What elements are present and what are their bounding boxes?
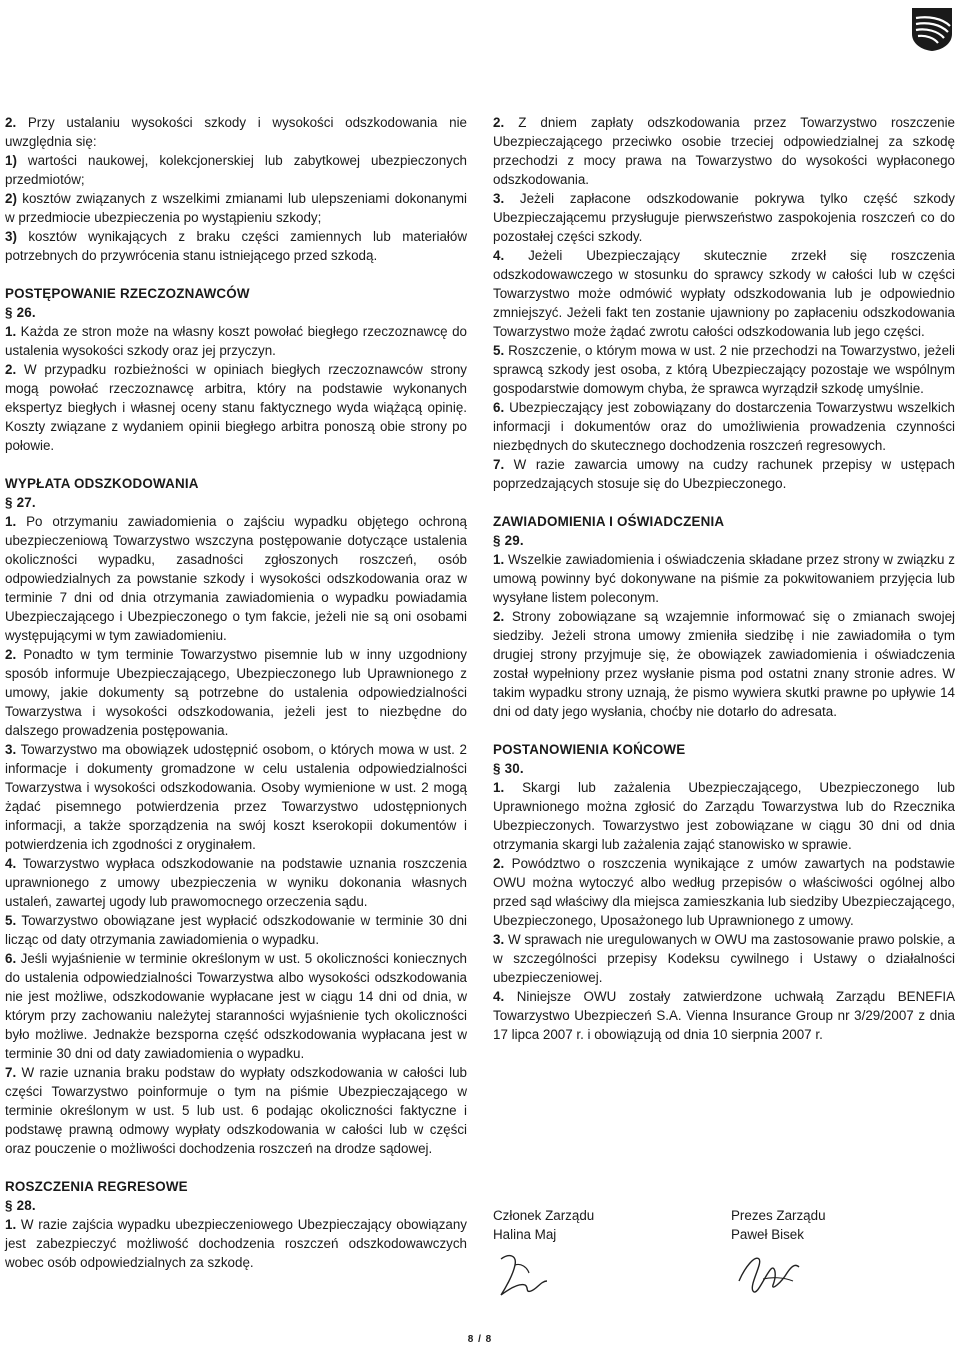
clause xyxy=(493,550,955,607)
section-body-zawiadomienia xyxy=(493,550,955,721)
clause xyxy=(5,360,467,455)
clause-number: 4. xyxy=(5,856,17,871)
clause-text: Strony zobowiązane są wzajemnie informować się o zmianach swojej siedziby. Jeżeli strona umowy zmieniła siedzibę i nie zawiadomiła o tym drugiej strony przyjmuje się, że obowiązek zawiadomienia i oświadczenia został wypełniony przez wysłanie pisma pod ostatni znany stronie adres. W takim wypadku strony uznają, że pismo wywiera skutki prawne po upływie 14 dni od daty jego wysłania, choćby nie dotarło do adresata. xyxy=(493,609,955,719)
clause-number: 1. xyxy=(5,1217,17,1232)
clause xyxy=(5,322,467,360)
clause-number: 2. xyxy=(493,856,505,871)
clause-number: 2. xyxy=(493,115,505,130)
clause-number: 5. xyxy=(5,913,17,928)
clause xyxy=(493,607,955,721)
left-column xyxy=(5,113,467,1272)
clause-text: Przy ustalaniu wysokości szkody i wysokości odszkodowania nie uwzględnia się: xyxy=(5,115,467,149)
clause-text: kosztów wynikających z braku części zamiennych lub materiałów potrzebnych do przywrócenia stanu istniejącego przed szkodą. xyxy=(5,229,467,263)
clause-number: 1. xyxy=(493,780,505,795)
section-title-regres: ROSZCZENIA REGRESOWE xyxy=(5,1179,188,1194)
clause xyxy=(5,512,467,645)
clause-text: Roszczenie, o którym mowa w ust. 2 nie przechodzi na Towarzystwo, jeżeli sprawcą szkody jest osoba, z którą Ubezpieczający pozostaje we wspólnym gospodarstwie domowym chyba, że sprawca wyrządził szkodę umyślnie. xyxy=(493,343,955,396)
clause-number: 1. xyxy=(493,552,505,567)
clause-text: Z dniem zapłaty odszkodowania przez Towarzystwo roszczenie Ubezpieczającego przeciwko osobie trzeciej odpowiedzialnej za szkodę przechodzi z mocy prawa na Towarzystwo do wysokości wypłaconego odszkodowania. xyxy=(493,115,955,187)
right-intro xyxy=(493,113,955,493)
clause-text: Towarzystwo obowiązane jest wypłacić odszkodowanie w terminie 30 dni licząc od daty otrzymania zawiadomienia o wypadku. xyxy=(5,913,467,947)
clause-text: W razie zawarcia umowy na cudzy rachunek przepisy w ustępach poprzedzających stosuje się do Ubezpieczonego. xyxy=(493,457,955,491)
clause-text: Towarzystwo ma obowiązek udostępnić osobom, o których mowa w ust. 2 informacje i dokumenty gromadzone w celu ustalenia odpowiedzialności Towarzystwa i wysokości odszkodowania. Osoby wymienione w ust. 2 mogą żądać pisemnego potwierdzenia przez Towarzystwo udostępnionych informacji, a także sporządzenia na swój koszt kserokopii dokumentów i potwierdzenia ich zgodności z oryginałem. xyxy=(5,742,467,852)
clause-text: Po otrzymaniu zawiadomienia o zajściu wypadku objętego ochroną ubezpieczeniową Towarzystwo wszczyna postępowanie dotyczące ustalenia okoliczności wypadku, zasadności zgłoszonych roszczeń, osób odpowiedzialnych za powstanie szkody i wysokości odszkodowania oraz w terminie 7 dni od dnia otrzymania zawiadomienia o wypadku powiadamia Ubezpieczającego i Ubezpieczonego o tym fakcie, jeżeli nie są oni osobami występującymi w tym zawiadomieniu. xyxy=(5,514,467,643)
signer-name: Halina Maj xyxy=(493,1227,557,1242)
clause xyxy=(5,911,467,949)
clause-text: kosztów związanych z wszelkimi zmianami lub ulepszeniami dokonanymi w przedmiocie ubezpieczenia po wystąpieniu szkody; xyxy=(5,191,467,225)
section-body-wyplata xyxy=(5,512,467,1158)
clause-number: 6. xyxy=(493,400,505,415)
signer-role: Prezes Zarządu xyxy=(731,1208,826,1223)
clause-number: 2. xyxy=(5,115,17,130)
clause xyxy=(493,778,955,854)
clause-text: Skargi lub zażalenia Ubezpieczającego, Ubezpieczonego lub Uprawnionego można zgłosić do Zarządu Towarzystwa lub do Rzecznika Ubezpieczonych. Towarzystwo jest zobowiązane w ciągu 30 dni od dnia otrzymania skargi lub zażalenia zająć stanowisko w sprawie. xyxy=(493,780,955,852)
clause xyxy=(5,854,467,911)
signature-block-member xyxy=(493,1206,693,1244)
clause-number: 1) xyxy=(5,153,17,168)
clause-text: Towarzystwo wypłaca odszkodowanie na podstawie uznania roszczenia uprawnionego z umowy ubezpieczenia w wyniku dokonania własnych ustaleń, zawartej ugody lub prawomocnego orzeczenia sądu. xyxy=(5,856,467,909)
clause xyxy=(493,189,955,246)
clause-text: W razie uznania braku podstaw do wypłaty odszkodowania w całości lub części Towarzystwo poinformuje o tym na piśmie Ubezpieczającego w terminie określonym w ust. 5 lub ust. 6 podając okoliczności faktyczne i podstawę prawną odmowy wypłaty odszkodowania w całości lub w części oraz pouczenie o możliwości dochodzenia roszczeń na drodze sądowej. xyxy=(5,1065,467,1156)
clause xyxy=(493,854,955,930)
clause-text: Jeżeli zapłacone odszkodowanie pokrywa tylko część szkody Ubezpieczającemu przysługuje pierwszeństwo zaspokojenia roszczeń co do pozostałej części szkody. xyxy=(493,191,955,244)
handwritten-signature-icon xyxy=(495,1245,565,1305)
clause-text: Powództwo o roszczenia wynikające z umów zawartych na podstawie OWU można wytoczyć albo według przepisów o właściwości ogólnej albo przed sąd właściwy dla miejsca zamieszkania lub siedziby Ubezpieczającego, Ubezpieczonego, Uposażonego lub Uprawnionego z umowy. xyxy=(493,856,955,928)
clause xyxy=(5,1063,467,1158)
clause-number: 7. xyxy=(493,457,505,472)
clause-text: Ubezpieczający jest zobowiązany do dostarczenia Towarzystwu wszelkich informacji i dokumentów oraz do umożliwienia prowadzenia czynności niezbędnych do skutecznego dochodzenia roszczeń regresowych. xyxy=(493,400,955,453)
clause xyxy=(493,455,955,493)
clause-text: Jeżeli Ubezpieczający skutecznie zrzekł się roszczenia odszkodowawczego w stosunku do sprawcy szkody w całości lub w części Towarzystwo może odmówić wypłaty odszkodowania lub je odpowiednio zmniejszyć. Jeżeli fakt ten zostanie ujawniony po zapłaceniu odszkodowania Towarzystwo może żądać zwrotu całości odszkodowania lub jego części. xyxy=(493,248,955,339)
company-logo-icon xyxy=(908,4,956,52)
clause-number: 1. xyxy=(5,324,17,339)
clause-number: 4. xyxy=(493,248,505,263)
clause xyxy=(5,740,467,854)
clause-number: 1. xyxy=(5,514,17,529)
clause-number: 2. xyxy=(493,609,505,624)
clause xyxy=(493,341,955,398)
clause-text: Wszelkie zawiadomienia i oświadczenia składane przez strony w związku z umową powinny być dokonywane na piśmie za pokwitowaniem przyjęcia lub wysyłane listem poleconym. xyxy=(493,552,955,605)
section-title-wyplata: WYPŁATA ODSZKODOWANIA xyxy=(5,476,199,491)
signature-block-president xyxy=(731,1206,931,1244)
handwritten-signature-icon xyxy=(733,1245,813,1305)
signer-name: Paweł Bisek xyxy=(731,1227,804,1242)
section-title-zawiadomienia: ZAWIADOMIENIA I OŚWIADCZENIA xyxy=(493,514,725,529)
clause-text: Ponadto w tym terminie Towarzystwo pisemnie lub w inny uzgodniony sposób informuje Ubezpieczającego, Ubezpieczonego lub Uprawnionego z umowy, jakie dokumenty są potrzebne do ustalenia odpowiedzialności Towarzystwa i wysokości odszkodowania, jeżeli jest to niezbędne do dalszego prowadzenia postępowania. xyxy=(5,647,467,738)
clause xyxy=(5,113,467,151)
clause-text: W razie zajścia wypadku ubezpieczeniowego Ubezpieczający obowiązany jest zabezpieczyć możliwość dochodzenia roszczeń odszkodowawczych wobec osób odpowiedzialnych za szkodę. xyxy=(5,1217,467,1270)
clause xyxy=(5,1215,467,1272)
clause-number: 7. xyxy=(5,1065,17,1080)
clause xyxy=(493,246,955,341)
clause-number: 3) xyxy=(5,229,17,244)
clause-text: W przypadku rozbieżności w opiniach biegłych rzeczoznawców strony mogą powołać rzeczoznawcę arbitra, który na podstawie wykonanych ekspertyz biegłych i własnej oceny stanu faktycznego wyda wiążącą opinię. Koszty związane z wydaniem opinii biegłego arbitra ponoszą obie strony po połowie. xyxy=(5,362,467,453)
signer-role: Członek Zarządu xyxy=(493,1208,595,1223)
section-title-postanowienia: POSTANOWIENIA KOŃCOWE xyxy=(493,742,686,757)
clause xyxy=(5,227,467,265)
paragraph-number-26: § 26. xyxy=(5,305,36,320)
clause xyxy=(5,151,467,189)
clause xyxy=(493,113,955,189)
paragraph-number-28: § 28. xyxy=(5,1198,36,1213)
paragraph-number-27: § 27. xyxy=(5,495,36,510)
clause xyxy=(493,930,955,987)
clause-number: 5. xyxy=(493,343,505,358)
section-body-rzeczoznawcy xyxy=(5,322,467,455)
clause-text: Jeśli wyjaśnienie w terminie określonym w ust. 5 okoliczności koniecznych do ustalenia odpowiedzialności Towarzystwa albo wysokości odszkodowania nie jest możliwe, odszkodowanie wypłacane jest w ciągu 14 dni od dnia, w którym przy zachowaniu należytej staranności wyjaśnienie tych okoliczności było możliwe. Jednakże bezsporna część odszkodowania wypłacana jest w terminie 30 dni od daty zawiadomienia o wypadku. xyxy=(5,951,467,1061)
clause-text: W sprawach nie uregulowanych w OWU ma zastosowanie prawo polskie, a w szczególności przepisy Kodeksu cywilnego i Ustawy o działalności ubezpieczeniowej. xyxy=(493,932,955,985)
clause-text: Niniejsze OWU zostały zatwierdzone uchwałą Zarządu BENEFIA Towarzystwo Ubezpieczeń S.A. Vienna Insurance Group nr 3/29/2007 z dnia 17 lipca 2007 r. i obowiązują od dnia 10 sierpnia 2007 r. xyxy=(493,989,955,1042)
clause xyxy=(493,398,955,455)
clause-number: 3. xyxy=(5,742,17,757)
clause xyxy=(5,645,467,740)
clause-number: 3. xyxy=(493,191,505,206)
clause xyxy=(5,189,467,227)
page-number: 8 / 8 xyxy=(467,1334,493,1345)
clause-number: 4. xyxy=(493,989,505,1004)
paragraph-number-30: § 30. xyxy=(493,761,524,776)
clause-number: 2) xyxy=(5,191,17,206)
clause-number: 3. xyxy=(493,932,505,947)
section-body-regres xyxy=(5,1215,467,1272)
section-body-postanowienia xyxy=(493,778,955,1044)
clause xyxy=(5,949,467,1063)
left-intro xyxy=(5,113,467,265)
clause-number: 6. xyxy=(5,951,17,966)
section-title-rzeczoznawcy: POSTĘPOWANIE RZECZOZNAWCÓW xyxy=(5,286,250,301)
clause-text: Każda ze stron może na własny koszt powołać biegłego rzeczoznawcę do ustalenia wysokości szkody oraz jej przyczyn. xyxy=(5,324,467,358)
right-column xyxy=(493,113,955,1044)
clause-number: 2. xyxy=(5,647,17,662)
clause xyxy=(493,987,955,1044)
paragraph-number-29: § 29. xyxy=(493,533,524,548)
clause-text: wartości naukowej, kolekcjonerskiej lub zabytkowej ubezpieczonych przedmiotów; xyxy=(5,153,467,187)
clause-number: 2. xyxy=(5,362,17,377)
